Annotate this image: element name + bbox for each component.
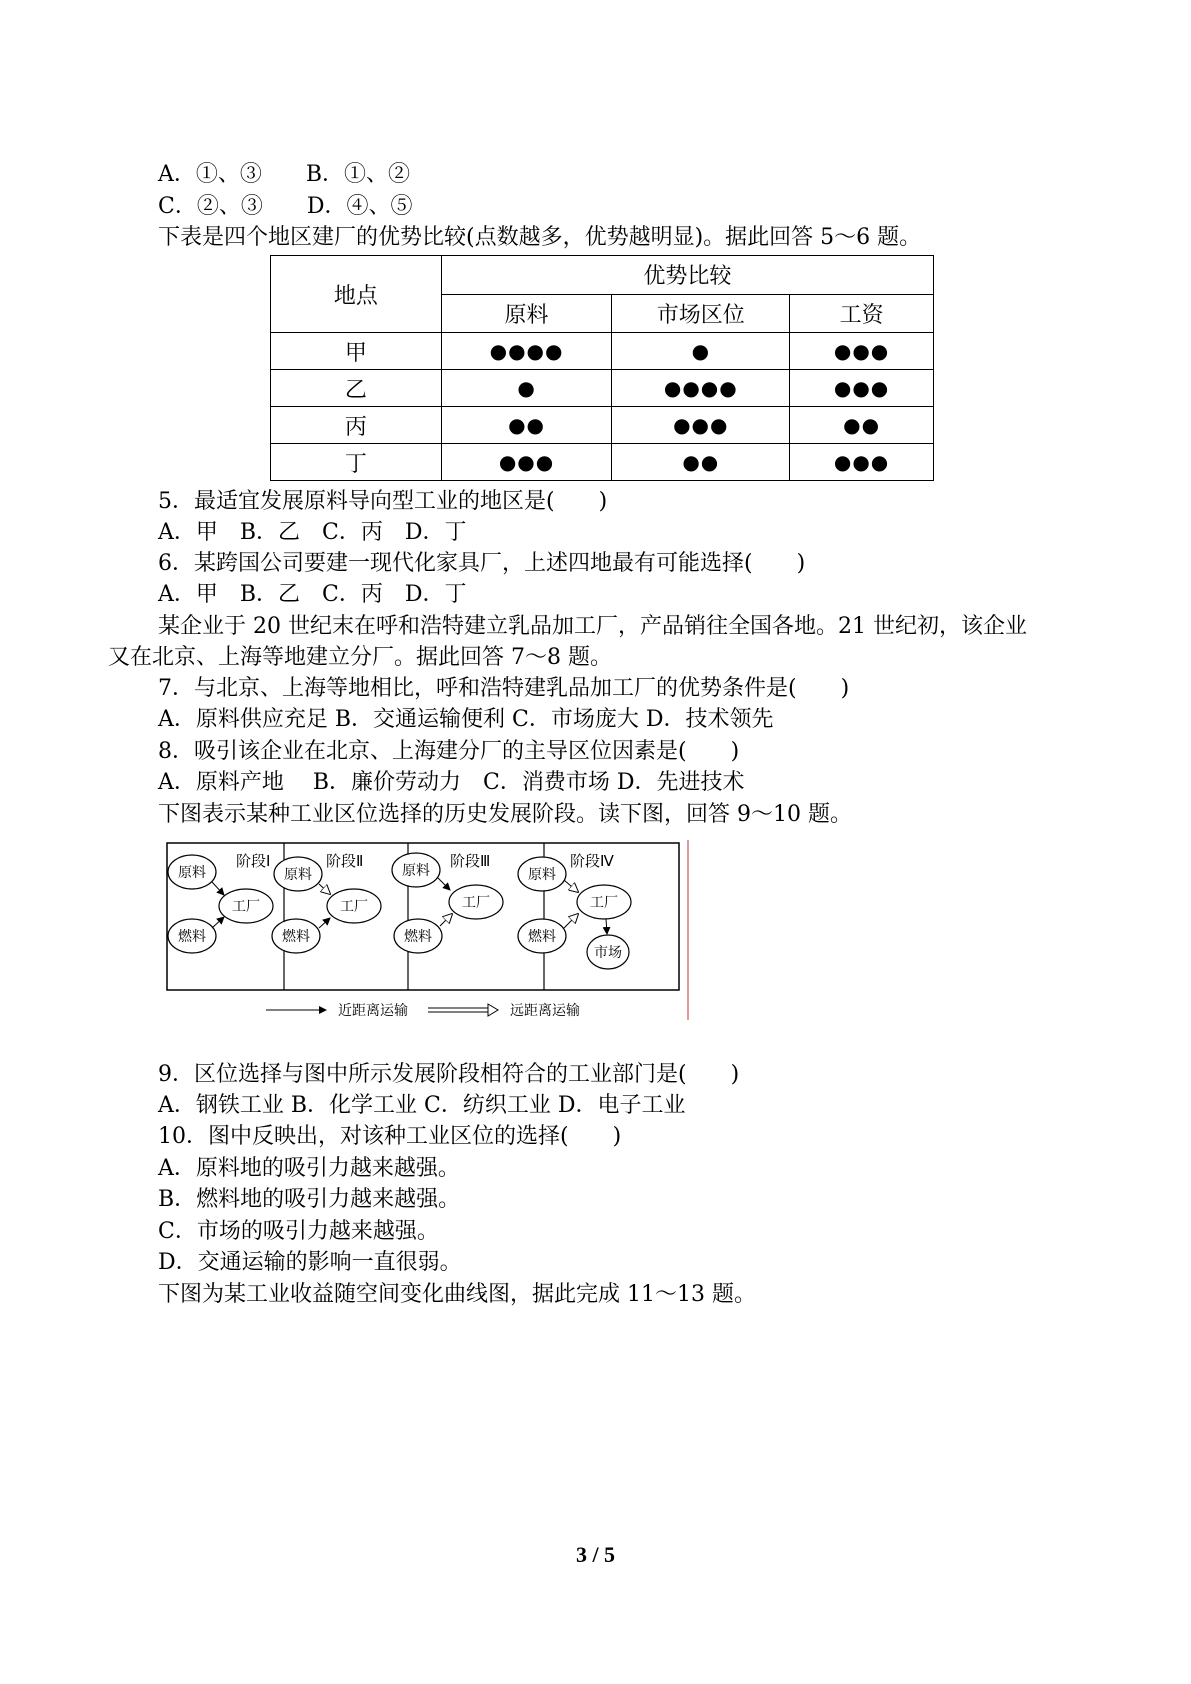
factory-label: 工厂 xyxy=(232,899,260,915)
table-cell-dots: ●●● xyxy=(441,444,612,481)
q10-option: A．原料地的吸引力越来越强。 xyxy=(158,1156,460,1181)
flow-arrow xyxy=(212,917,224,928)
q8-stem: 8．吸引该企业在北京、上海建分厂的主导区位因素是( ) xyxy=(158,739,740,764)
stage-label: 阶段Ⅲ xyxy=(450,852,491,870)
table-row xyxy=(271,407,934,444)
legend-far-arrowhead xyxy=(488,1004,498,1016)
q6-stem: 6．某跨国公司要建一现代化家具厂，上述四地最有可能选择( ) xyxy=(158,551,806,576)
fuel-label: 燃料 xyxy=(404,929,432,945)
table-header-col: 原料 xyxy=(441,294,612,333)
table-cell-dots: ●●●● xyxy=(612,370,790,407)
table-header-col: 工资 xyxy=(790,294,934,333)
table-cell-location: 丁 xyxy=(271,444,442,481)
q7-options: A．原料供应充足 B．交通运输便利 C．市场庞大 D．技术领先 xyxy=(158,707,774,732)
flow-arrow xyxy=(212,882,224,895)
q5-options: A．甲 B．乙 C．丙 D．丁 xyxy=(158,520,467,545)
advantage-table xyxy=(270,255,934,481)
table-row xyxy=(271,370,934,407)
table-cell-dots: ●● xyxy=(441,407,612,444)
factory-label: 工厂 xyxy=(590,895,618,911)
curve-intro: 下图为某工业收益随空间变化曲线图，据此完成 11～13 题。 xyxy=(158,1282,756,1307)
table-header-group: 优势比较 xyxy=(441,256,933,295)
q6-options: A．甲 B．乙 C．丙 D．丁 xyxy=(158,582,467,607)
table-cell-location: 丙 xyxy=(271,407,442,444)
fuel-label: 燃料 xyxy=(178,929,206,945)
stage-label: 阶段Ⅳ xyxy=(570,852,614,870)
table-cell-location: 乙 xyxy=(271,370,442,407)
q9-stem: 9．区位选择与图中所示发展阶段相符合的工业部门是( ) xyxy=(158,1062,740,1087)
raw-material-label: 原料 xyxy=(528,867,556,883)
flow-arrow xyxy=(319,918,330,928)
flow-arrow xyxy=(564,914,578,928)
q4-options-line1: A．①、③ B．①、② xyxy=(158,162,411,187)
flow-arrow xyxy=(438,878,450,890)
q9-options: A．钢铁工业 B．化学工业 C．纺织工业 D．电子工业 xyxy=(158,1093,686,1118)
q10-option: C．市场的吸引力越来越强。 xyxy=(158,1219,439,1244)
legend-near-label: 近距离运输 xyxy=(338,1003,408,1019)
flow-arrow xyxy=(319,884,330,894)
factory-label: 工厂 xyxy=(462,895,490,911)
table-cell-dots: ● xyxy=(441,370,612,407)
market-label: 市场 xyxy=(594,945,622,961)
q7-stem: 7．与北京、上海等地相比，呼和浩特建乳品加工厂的优势条件是( ) xyxy=(158,676,850,701)
q10-option: B．燃料地的吸引力越来越强。 xyxy=(158,1187,461,1212)
flow-arrow xyxy=(440,914,452,926)
q10-option: D．交通运输的影响一直很弱。 xyxy=(158,1250,462,1275)
fuel-label: 燃料 xyxy=(528,929,556,945)
passage-line2: 又在北京、上海等地建立分厂。据此回答 7～8 题。 xyxy=(108,645,612,670)
legend-far-label: 远距离运输 xyxy=(510,1003,580,1019)
raw-material-label: 原料 xyxy=(178,865,206,881)
factory-label: 工厂 xyxy=(340,899,368,915)
flow-arrow xyxy=(606,919,607,934)
q8-options: A．原料产地 B．廉价劳动力 C．消费市场 D．先进技术 xyxy=(158,770,745,795)
table-header-col: 市场区位 xyxy=(612,294,790,333)
table-cell-dots: ● xyxy=(612,333,790,370)
table-row xyxy=(271,333,934,370)
page-number: 3 / 5 xyxy=(575,1542,616,1567)
table-cell-dots: ●●● xyxy=(790,370,934,407)
table-cell-dots: ●●● xyxy=(612,407,790,444)
fuel-label: 燃料 xyxy=(282,929,310,945)
q4-options-line2: C．②、③ D．④、⑤ xyxy=(158,194,413,219)
location-stage-diagram xyxy=(166,840,696,1030)
table-cell-dots: ●●●● xyxy=(441,333,612,370)
table-row xyxy=(271,444,934,481)
table-intro: 下表是四个地区建厂的优势比较(点数越多，优势越明显)。据此回答 5～6 题。 xyxy=(158,225,922,250)
table-cell-dots: ●● xyxy=(612,444,790,481)
stage-label: 阶段Ⅰ xyxy=(236,852,271,870)
diagram-intro: 下图表示某种工业区位选择的历史发展阶段。读下图，回答 9～10 题。 xyxy=(158,802,852,827)
stage-label: 阶段Ⅱ xyxy=(326,852,364,870)
raw-material-label: 原料 xyxy=(402,863,430,879)
q10-stem: 10．图中反映出，对该种工业区位的选择( ) xyxy=(158,1124,622,1149)
raw-material-label: 原料 xyxy=(284,867,312,883)
table-header-location: 地点 xyxy=(271,256,442,333)
q5-stem: 5．最适宜发展原料导向型工业的地区是( ) xyxy=(158,489,608,514)
passage-line1: 某企业于 20 世纪末在呼和浩特建立乳品加工厂，产品销往全国各地。21 世纪初，该企业 xyxy=(158,614,1027,639)
table-cell-location: 甲 xyxy=(271,333,442,370)
flow-arrow xyxy=(564,880,578,892)
table-cell-dots: ●● xyxy=(790,407,934,444)
table-cell-dots: ●●● xyxy=(790,333,934,370)
table-cell-dots: ●●● xyxy=(790,444,934,481)
